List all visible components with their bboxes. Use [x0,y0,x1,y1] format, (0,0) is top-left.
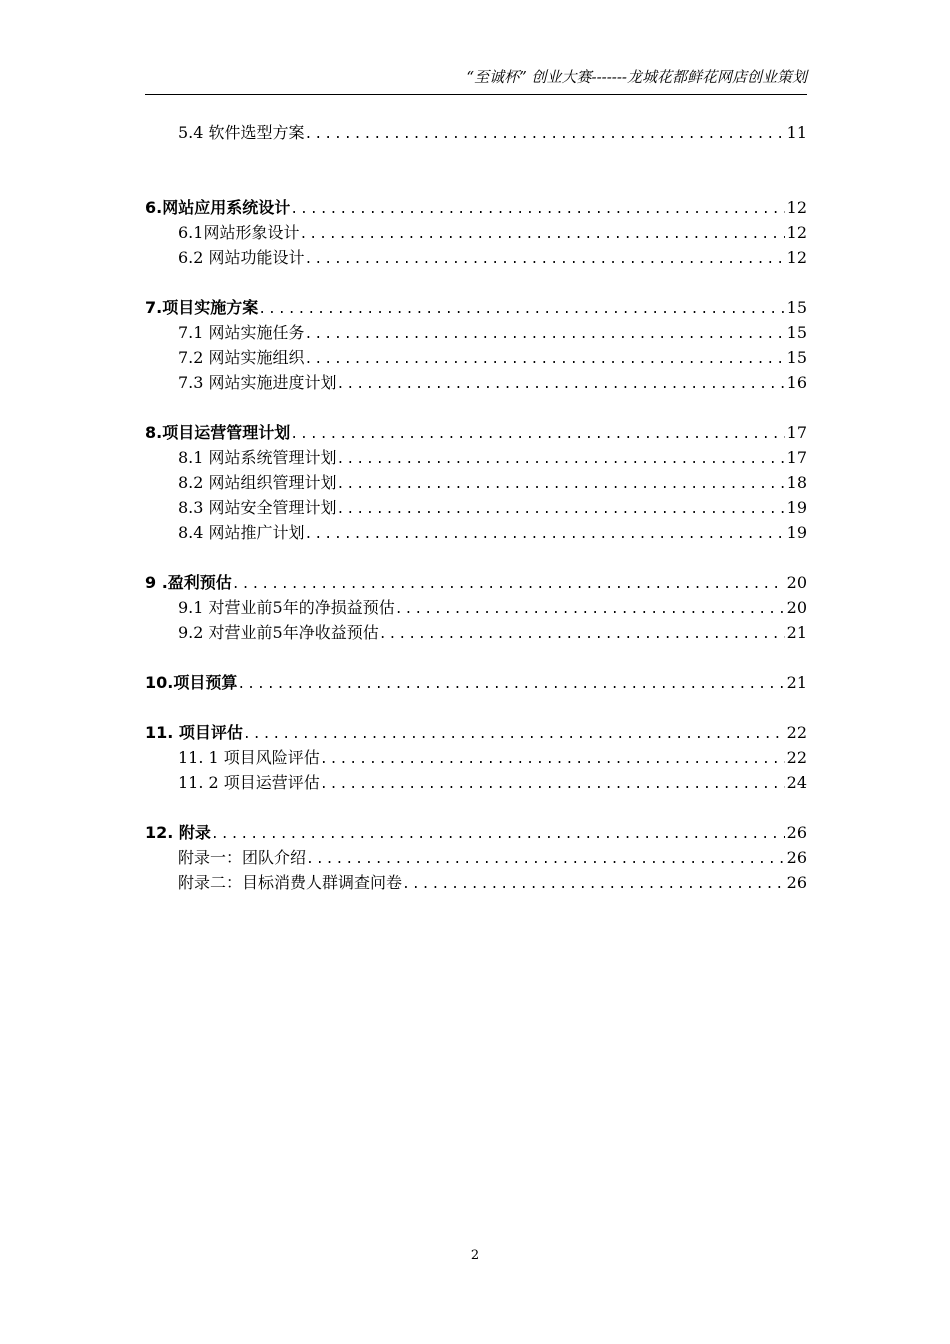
toc-entry[interactable] [145,870,807,895]
toc-page: 12 [786,223,807,242]
toc-entry[interactable] [145,220,807,245]
toc-label: 8.1 网站系统管理计划 [178,448,337,467]
toc-leader [290,422,784,445]
table-of-contents [145,120,807,895]
toc-label: 12. 附录 [145,823,211,842]
toc-entry[interactable] [145,420,807,445]
toc-label: 8.项目运营管理计划 [145,423,291,442]
toc-label: 11. 1 项目风险评估 [178,748,320,767]
toc-label: 6.1网站形象设计 [178,223,300,242]
toc-entry[interactable] [145,820,807,845]
toc-label: 6.网站应用系统设计 [145,198,291,217]
toc-page: 21 [786,623,807,642]
toc-page: 21 [786,673,807,692]
toc-page: 26 [786,823,807,842]
toc-leader [337,472,785,495]
toc-leader [305,347,785,370]
toc-label: 9.1 对营业前5年的净损益预估 [178,598,395,617]
toc-label: 11. 项目评估 [145,723,243,742]
toc-leader [290,197,784,220]
toc-label: 附录一：团队介绍 [178,848,307,867]
toc-entry[interactable] [145,770,807,795]
toc-leader [320,772,785,795]
toc-leader [305,322,785,345]
toc-entry[interactable] [145,720,807,745]
toc-page: 18 [786,473,807,492]
toc-entry[interactable] [145,320,807,345]
toc-label: 6.2 网站功能设计 [178,248,305,267]
toc-entry[interactable] [145,570,807,595]
toc-entry[interactable] [145,845,807,870]
toc-leader [337,447,785,470]
toc-label: 7.1 网站实施任务 [178,323,305,342]
toc-leader [299,222,784,245]
toc-label: 8.4 网站推广计划 [178,523,305,542]
toc-page: 12 [786,248,807,267]
toc-label: 11. 2 项目运营评估 [178,773,320,792]
toc-label: 5.4 软件选型方案 [178,123,305,142]
toc-page: 15 [786,323,807,342]
toc-leader [337,372,785,395]
toc-page: 22 [786,723,807,742]
toc-entry[interactable] [145,595,807,620]
toc-entry[interactable] [145,670,807,695]
toc-page: 16 [786,373,807,392]
toc-entry[interactable] [145,470,807,495]
toc-label: 7.2 网站实施组织 [178,348,305,367]
toc-page: 15 [786,298,807,317]
toc-page: 17 [786,448,807,467]
toc-page: 20 [786,573,807,592]
toc-entry[interactable] [145,520,807,545]
toc-entry[interactable] [145,370,807,395]
toc-leader [243,722,785,745]
toc-leader [379,622,785,645]
toc-entry[interactable] [145,195,807,220]
toc-entry[interactable] [145,120,807,145]
toc-label: 7.项目实施方案 [145,298,259,317]
toc-page: 12 [786,198,807,217]
toc-label: 10.项目预算 [145,673,238,692]
toc-page: 20 [786,598,807,617]
toc-leader [305,122,785,145]
toc-leader [337,497,785,520]
toc-leader [395,597,785,620]
toc-label: 8.3 网站安全管理计划 [178,498,337,517]
page-number: 2 [470,1248,480,1263]
page-header [145,62,807,95]
toc-leader [258,297,784,320]
toc-entry[interactable] [145,620,807,645]
toc-leader [306,847,785,870]
toc-page: 15 [786,348,807,367]
toc-entry[interactable] [145,345,807,370]
header-title: “至诚杯” 创业大赛-------龙城花都鲜花网店创业策划 [466,68,807,86]
toc-entry[interactable] [145,745,807,770]
toc-page: 24 [786,773,807,792]
toc-leader [232,572,785,595]
toc-entry[interactable] [145,495,807,520]
toc-page: 17 [786,423,807,442]
toc-label: 7.3 网站实施进度计划 [178,373,337,392]
toc-label: 9.2 对营业前5年净收益预估 [178,623,379,642]
toc-entry[interactable] [145,445,807,470]
toc-leader [320,747,785,770]
toc-page: 11 [786,123,807,142]
toc-page: 26 [786,873,807,892]
toc-page: 19 [786,523,807,542]
toc-label: 9 .盈利预估 [145,573,232,592]
toc-label: 附录二：目标消费人群调查问卷 [178,873,403,892]
toc-entry[interactable] [145,295,807,320]
page-footer [0,1248,950,1263]
toc-label: 8.2 网站组织管理计划 [178,473,337,492]
toc-leader [237,672,784,695]
toc-page: 22 [786,748,807,767]
toc-leader [305,522,785,545]
toc-page: 19 [786,498,807,517]
toc-leader [211,822,785,845]
toc-page: 26 [786,848,807,867]
toc-entry[interactable] [145,245,807,270]
toc-leader [402,872,785,895]
toc-leader [305,247,785,270]
